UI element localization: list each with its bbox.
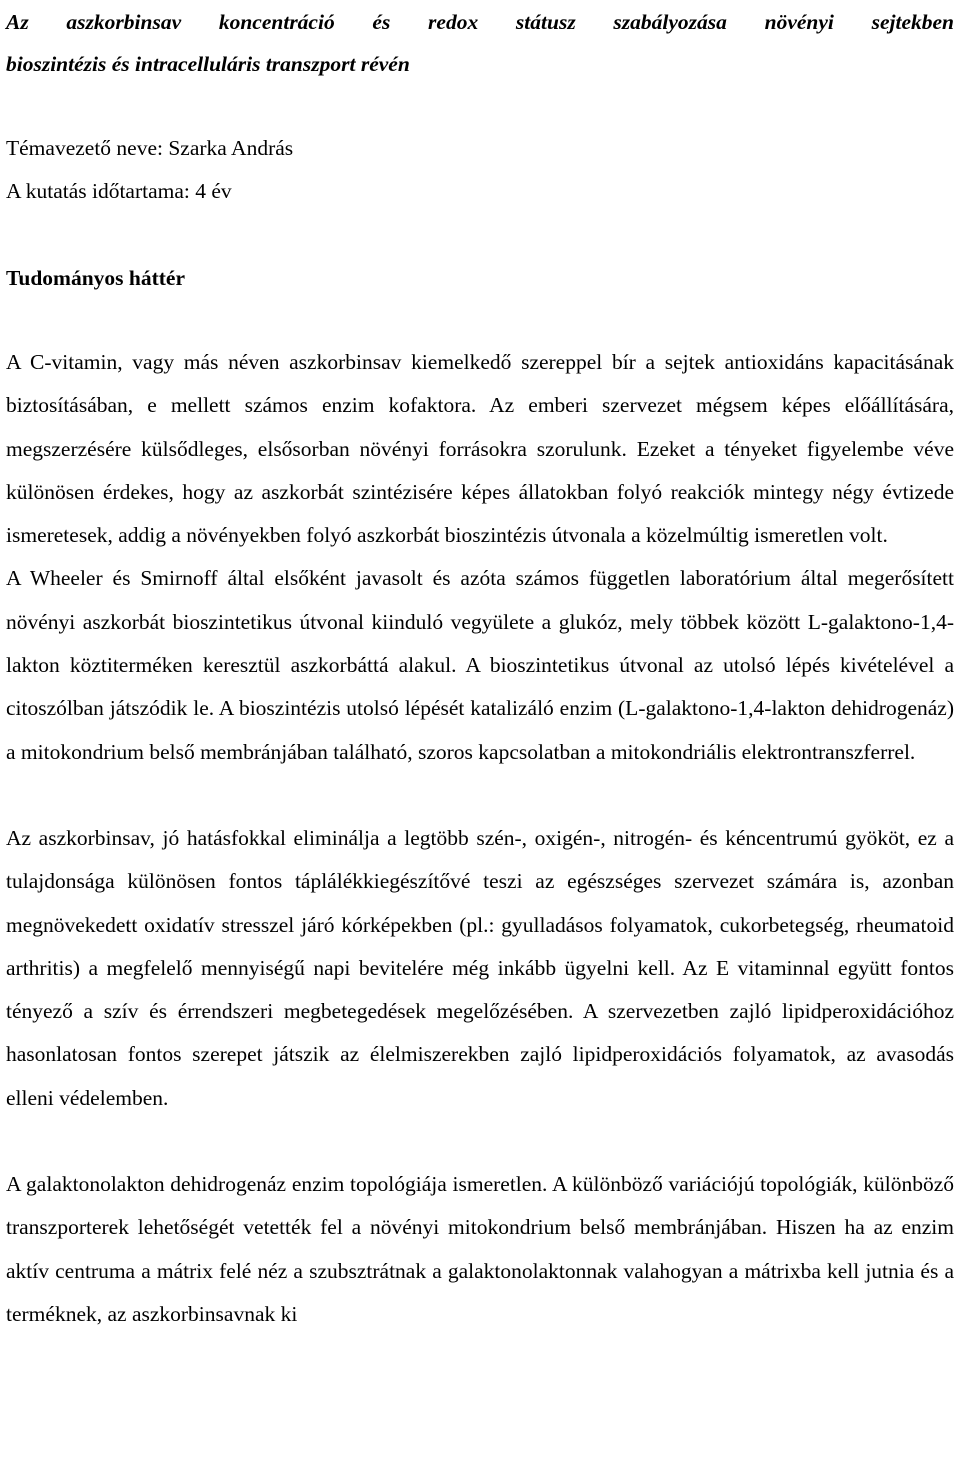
duration-line: A kutatás időtartama: 4 év [6,179,232,203]
title-line-1: Az aszkorbinsav koncentráció és redox státusz szabályozása növényi sejtekben [6,10,954,34]
title-line-2: bioszintézis és intracelluláris transzport révén [6,52,410,76]
document-page [6,0,954,1336]
paragraph-1: A C-vitamin, vagy más néven aszkorbinsav kiemelkedő szereppel bír a sejtek antioxidáns kapacitásának biztosításában, e mellett számos enzim kofaktora. Az emberi szervezet mégsem képes előállítására, megszerzésére külsődleges, elsősorban növényi forrásokra szorulunk. Ezeket a tényeket figyelembe véve különösen érdekes, hogy az aszkorbát szintézisére képes állatokban folyó reakciók mintegy négy évtizede ismeretesek, addig a növényekben folyó aszkorbát bioszintézis útvonala a közelmúltig ismeretlen volt. [6,350,954,548]
paragraph-gap [6,1120,954,1163]
paragraph-3: Az aszkorbinsav, jó hatásfokkal eliminálja a legtöbb szén-, oxigén-, nitrogén- és kéncentrumú gyököt, ez a tulajdonsága különösen fontos táplálékkiegészítővé teszi az egészséges szervezet számára is, azonban megnövekedett oxidatív stresszel járó kórképekben (pl.: gyulladásos folyamatok, cukorbetegség, rheumatoid arthritis) a megfelelő mennyiségű napi bevitelére még inkább ügyelni kell. Az E vitaminnal együtt fontos tényező a szív és érrendszeri megbetegedések megelőzésében. A szervezetben zajló lipidperoxidációhoz hasonlatosan fontos szerepet játszik az élelmiszerekben zajló lipidperoxidációs folyamatok, az avasodás elleni védelemben. [6,825,954,1110]
paragraph-4: A galaktonolakton dehidrogenáz enzim topológiája ismeretlen. A különböző variációjú topológiák, különböző transzporterek lehetőségét vetették fel a növényi mitokondrium belső membránjában. Hiszen ha az enzim aktív centruma a mátrix felé néz a szubsztrátnak a galaktonolaktonnak valahogyan a mátrixba kell jutnia és a terméknek, az aszkorbinsavnak ki [6,1172,954,1326]
paragraph-gap [6,774,954,817]
project-meta [6,127,954,213]
document-title [6,0,954,85]
paragraph-2: A Wheeler és Smirnoff által elsőként javasolt és azóta számos független laboratórium által megerősített növényi aszkorbát bioszintetikus útvonal kiinduló vegyülete a glukóz, mely többek között L-galaktono-1,4-lakton köztiterméken keresztül aszkorbáttá alakul. A bioszintetikus útvonal az utolsó lépés kivételével a citoszólban játszódik le. A bioszintézis utolsó lépését katalizáló enzim (L-galaktono-1,4-lakton dehidrogenáz) a mitokondrium belső membránjában található, szoros kapcsolatban a mitokondriális elektrontranszferrel. [6,566,954,764]
section-heading: Tudományos háttér [6,266,186,290]
supervisor-line: Témavezető neve: Szarka András [6,136,294,160]
